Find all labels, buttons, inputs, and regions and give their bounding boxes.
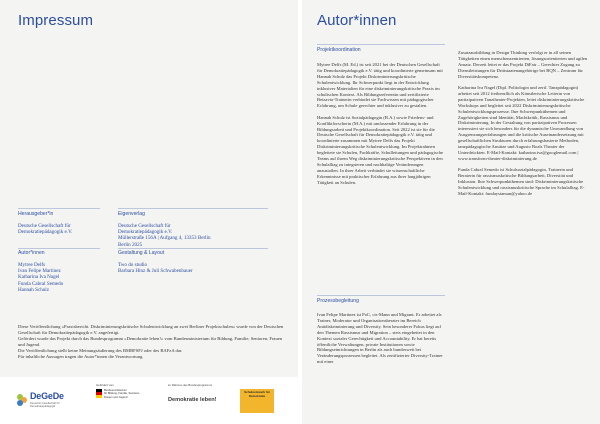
degede-logo <box>16 391 70 413</box>
column-2-text <box>458 50 588 202</box>
design-lines: Two do studio Barbara Hinz & Juli Schwabenbauer <box>118 262 193 275</box>
coordination-text <box>317 62 445 191</box>
ministry-name: Bundesministerium für Bildung, Familie, Senioren, Frauen und Jugend <box>104 389 141 399</box>
design-heading: Gestaltung & Layout <box>118 250 165 256</box>
divider <box>18 248 100 249</box>
publisher-lines: Deutsche Gesellschaft für Demokratiepädagogik e.V. <box>18 223 73 236</box>
selfpub-block <box>118 211 288 248</box>
projekt-heading: Projektkoordination <box>317 47 361 53</box>
divider <box>118 208 268 209</box>
publication-notice: Diese Veröffentlichung »Praxisbericht. Diskriminierungskritische Schulentwicklung an zwei Berliner Projektschulen« wurde von der Deutschen Gesellschaft für Demokratiepädagogik e.V. angefertigt. Gefördert wurde das Projekt durch das Bundesprogramm »Demokratie leben!« vom Bundesministerium für Bildung, Familie, Senioren, Frauen und Jugend. Die Veröffentlichung stellt keine Meinungsäußerung des BMBFSFJ oder des BAFzA dar. Für inhaltliche Aussagen tragen die Autor*innen die Verantwortung. <box>18 324 284 359</box>
publisher-block <box>18 211 113 235</box>
demokratie-leben-logo <box>168 383 226 419</box>
divider <box>18 208 100 209</box>
selfpub-heading: Eigenverlag <box>118 211 145 217</box>
authors-title: Autor*innen <box>317 12 397 29</box>
bio-mytree: Mytree Delfs (M. Ed.) ist seit 2021 bei der Deutschen Gesellschaft für Demokratiepädagogik e.V. tätig und koordinierte gemeinsam mit Hannah Schulz das Projekt Diskriminierungskritische Schulentwicklung. Ihr Schwerpunkt liegt in der Entwicklung inklusiver Materialien für eine diskriminierungskritische Praxis im schulischen Kontext. Als Bildungsreferentin und zertifizierte Betzavta-Trainerin verbindet sie Fachwissen mit pädagogischer Erfahrung, um Schule gerechter und inklusiver zu gestalten. <box>317 62 443 109</box>
program-name: Demokratie leben! <box>168 397 217 403</box>
bio-ivan: Ivan Felipe Martinez ist PoC, cis-Mann und Migrant. Er arbeitet als Trainer, Moderator und Organisationsberater im Bereich Antidiskriminierung und Diversity. Sein besonderer Fokus liegt auf den Themen Rassismus und Migration – stets eingebettet in den Kontext sozialer Gerechtigkeit und Accountability. Er hat bereits öffentliche Verwaltungen, private Institutionen sowie Bildungseinrichtungen in Berlin als auch bundesweit bei Veränderungsprozessen begleitet. Als zertifizierter Diversity-Trainer mit einer <box>317 312 443 365</box>
funder-label: Gefördert vom <box>96 383 114 387</box>
partner-badge: Schulnetzwerk für Demokratie <box>240 389 274 413</box>
bio-funda: Funda Cabral Semedo ist Schulsozialpädagogin, Trainerin und Beraterin für rassismuskritische Bildungsarbeit, Diversität und Inklusion. Ihre Schwerpunktthemen sind: Diskriminierungskritische Schulentwicklung und rassismuskritische Sprache im Schulalltag. E-Mail-Kontakt: fundaystaman@yahoo.de <box>458 167 585 196</box>
design-block <box>118 250 288 274</box>
selfpub-lines: Deutsche Gesellschaft für Demokratiepädagogik e.V. Müllerstraße 156A | Aufgang 4, 13353 Berlin Berlin 2025 <box>118 223 211 248</box>
divider <box>118 248 268 249</box>
logo-footer <box>0 377 298 424</box>
prozess-heading: Prozessbegleitung <box>317 298 359 304</box>
bio-ivan-continued: Zusatzausbildung in Design Thinking verfolgt er in all seinen Tätigkeiten einen menschenzentrierten, lösungsorientierten und agilen Ansatz. Derzeit leitet er das Projekt DiFair – Gerechter Zugang zu Dienstleistungen für Drittstaatenangehörige bei BQN – Zentrum für Diversitätskompetenz. <box>458 50 588 79</box>
publisher-heading: Herausgeber*in <box>18 211 54 217</box>
program-label: im Rahmen des Bundesprogramms <box>168 383 212 387</box>
authors-block <box>18 250 113 293</box>
ministry-logo <box>96 383 152 419</box>
bio-katharina: Katharina Iva Nagel (Dipl. Politologin und zertf. Tanzpädagogin) arbeitet seit 2012 freiberuflich als Künstlerische Leiterin von partizipativen Tanztheater-Projekten, leitet diskriminierungskritische Workshops und begleitet seit 2022 Diskriminierungskritische Schulentwicklungsprozesse. Ihre Schwerpunktthemen und Zugehörigkeiten sind Identität, Machtkritik, Rassismus und Diskriminierung. In der Gestaltung von partizipativen Prozessen interessiert sie sich besonders für die dynamische Umwandlung von Ausgrenzungserfahrungen und die kritische Auseinandersetzung mit gesellschaftlichen Strukturen durch erfahrungsbasierte Methoden, tanzpädagogische Ansätze und Augusto Boals Theater der Unterdrückten. E-Mail-Kontakt: katharina.iva@googlemail.com | www.transform-theater-diskriminierung.de <box>458 85 585 161</box>
authors-page <box>302 0 600 424</box>
degede-mark-icon <box>16 393 28 407</box>
authors-heading: Autor*innen <box>18 250 45 256</box>
degede-subtitle: Deutsche Gesellschaft für Demokratiepädagogik <box>30 402 60 408</box>
impressum-title: Impressum <box>18 12 94 29</box>
impressum-page <box>0 0 298 424</box>
authors-list: Mytree Delfs Ivan Felipe Martinez Katharina Iva Nagel Funda Cabral Semedo Hannah Schulz <box>18 262 64 293</box>
federal-eagle-icon <box>96 389 102 398</box>
divider <box>317 44 445 45</box>
divider <box>317 295 445 296</box>
bio-hannah: Hannah Schulz ist Sozialpädagogin (B.A.) sowie Friedens- und Konfliktforscherin (M.A.) mit umfassender Erfahrung in der Bildungsarbeit und Projektkoordination. Seit 2022 ist sie für die Deutsche Gesellschaft für Demokratiepädagogik e.V. tätig und koordinierte zusammen mit Mytree Delfs das Projekt Diskriminierungskritische Schulentwicklung. Im Projektrahmen begleitete sie Schulen, Fachkräfte, Schulleitungen und pädagogische Teams auf ihrem Weg diskriminierungskritische Perspektiven in den Schulalltag zu integrieren und nachhaltige Veränderungen anzustoßen. In ihrer Arbeit verbindet sie wissenschaftliche Erkenntnisse mit praktischer Erfahrung aus ihrer langjährigen Tätigkeit an Schulen. <box>317 114 444 185</box>
degede-wordmark: DeGeDe <box>30 391 64 401</box>
